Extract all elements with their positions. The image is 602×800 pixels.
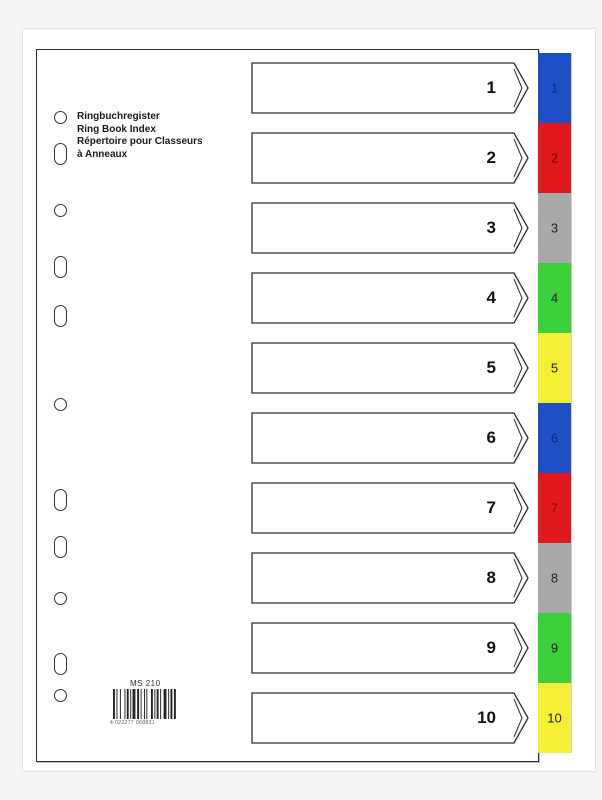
- barcode-bar: [137, 689, 139, 719]
- tab-number: 3: [486, 218, 496, 237]
- barcode-bar: [125, 689, 126, 719]
- tab-arrow-shape: [251, 412, 541, 464]
- tab-row-6[interactable]: [251, 412, 541, 464]
- tab-number: 10: [477, 708, 496, 727]
- barcode-bar: [160, 689, 161, 719]
- tab-row-5[interactable]: [251, 342, 541, 394]
- barcode-bar: [168, 689, 169, 719]
- color-tab-5[interactable]: [538, 333, 572, 403]
- barcode-bar: [164, 689, 167, 719]
- tab-arrow-shape: [251, 482, 541, 534]
- tab-row-1[interactable]: [251, 62, 541, 114]
- barcode-bar: [157, 689, 159, 719]
- barcode-bar: [113, 689, 115, 719]
- tab-arrow-shape: [251, 62, 541, 114]
- color-tab-label: 8: [550, 570, 559, 586]
- punch-hole: [54, 689, 67, 702]
- tab-arrow-shape: [251, 132, 541, 184]
- color-tab-label: 5: [550, 360, 559, 376]
- barcode: [113, 689, 185, 721]
- punch-hole: [54, 536, 67, 558]
- product-code: MS 210: [130, 679, 161, 688]
- title-line-german: Ringbuchregister: [77, 111, 160, 122]
- color-tab-label: 4: [550, 290, 559, 306]
- tab-arrow-shape: [251, 342, 541, 394]
- barcode-bar: [151, 689, 153, 719]
- color-tab-2[interactable]: [538, 123, 572, 193]
- punch-hole: [54, 592, 67, 605]
- color-tab-3[interactable]: [538, 193, 572, 263]
- title-line-french: Répertoire pour Classeurs: [77, 136, 203, 147]
- product-title: [77, 111, 257, 161]
- color-tab-9[interactable]: [538, 613, 572, 683]
- tab-number: 4: [486, 288, 496, 307]
- tab-number: 7: [486, 498, 496, 517]
- tab-row-4[interactable]: [251, 272, 541, 324]
- barcode-bar: [154, 689, 155, 719]
- tab-row-7[interactable]: [251, 482, 541, 534]
- title-line-french-cont: à Anneaux: [77, 148, 128, 160]
- barcode-bar: [171, 689, 173, 719]
- punch-hole: [54, 143, 67, 165]
- color-tab-1[interactable]: [538, 53, 572, 123]
- barcode-bar: [174, 689, 176, 719]
- title-line-english: Ring Book Index: [77, 123, 156, 135]
- tab-number: 1: [486, 78, 496, 97]
- color-tab-label: 3: [550, 220, 559, 236]
- punch-hole: [54, 204, 67, 217]
- color-tab-label: 1: [550, 80, 559, 96]
- tab-arrow-shape: [251, 622, 541, 674]
- color-tab-7[interactable]: [538, 473, 572, 543]
- color-tab-label: 7: [550, 500, 559, 516]
- tab-arrow-shape: [251, 272, 541, 324]
- color-tab-label: 2: [550, 150, 559, 166]
- punch-hole: [54, 111, 67, 124]
- punch-hole: [54, 489, 67, 511]
- tab-row-9[interactable]: [251, 622, 541, 674]
- punch-hole: [54, 256, 67, 278]
- barcode-bar: [127, 689, 129, 719]
- tab-row-10[interactable]: [251, 692, 541, 744]
- barcode-bar: [141, 689, 142, 719]
- tab-number: 2: [486, 148, 496, 167]
- color-tab-10[interactable]: [538, 683, 572, 753]
- color-tab-label: 6: [550, 430, 559, 446]
- color-tab-label: 9: [550, 640, 559, 656]
- barcode-bar: [146, 689, 147, 719]
- tab-number: 5: [486, 358, 496, 377]
- tab-arrow-shape: [251, 552, 541, 604]
- color-tab-label: 10: [547, 710, 562, 726]
- barcode-bar: [130, 689, 131, 719]
- tab-number: 8: [486, 568, 496, 587]
- punch-hole: [54, 305, 67, 327]
- tab-row-8[interactable]: [251, 552, 541, 604]
- tab-arrow-shape: [251, 692, 541, 744]
- tab-arrow-shape: [251, 202, 541, 254]
- barcode-digits: 4 022277 068831: [110, 720, 155, 726]
- punch-hole: [54, 398, 67, 411]
- barcode-bar: [133, 689, 136, 719]
- color-tab-8[interactable]: [538, 543, 572, 613]
- tab-number: 9: [486, 638, 496, 657]
- tab-row-3[interactable]: [251, 202, 541, 254]
- color-tab-6[interactable]: [538, 403, 572, 473]
- color-tab-4[interactable]: [538, 263, 572, 333]
- tab-row-2[interactable]: [251, 132, 541, 184]
- barcode-bar: [144, 689, 145, 719]
- barcode-bar: [120, 689, 121, 719]
- tab-number: 6: [486, 428, 496, 447]
- barcode-bar: [116, 689, 117, 719]
- punch-hole: [54, 653, 67, 675]
